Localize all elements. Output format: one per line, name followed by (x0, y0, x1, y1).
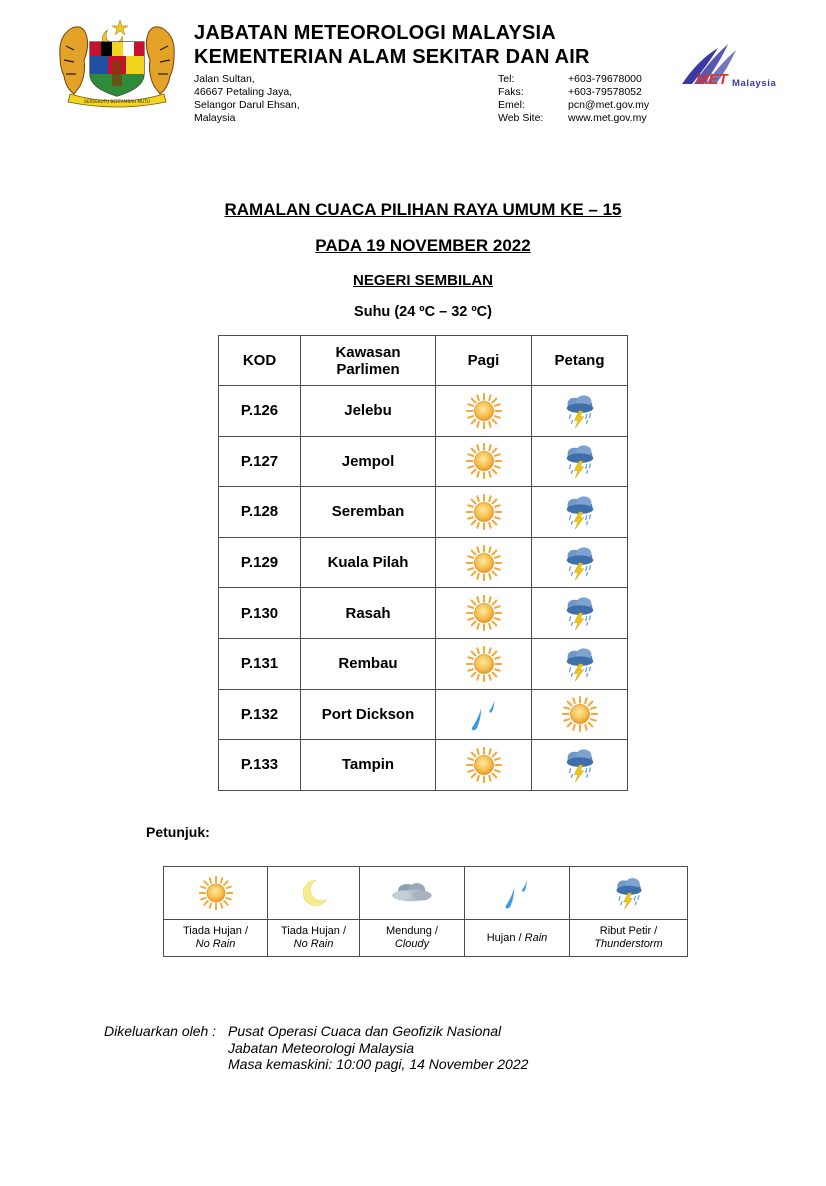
thunderstorm-icon (561, 392, 599, 430)
sun-icon (465, 493, 503, 531)
legend-label-ms: Tiada Hujan / (182, 925, 249, 937)
crest-motto-text: BERSEKUTU BERTAMBAH MUTU (84, 99, 150, 104)
thunderstorm-icon (561, 442, 599, 480)
issuing-office: Pusat Operasi Cuaca dan Geofizik Nasional (228, 1023, 502, 1039)
morning-forecast (436, 689, 532, 740)
state-name: NEGERI SEMBILAN (352, 272, 493, 289)
morning-forecast (436, 537, 532, 588)
thunderstorm-icon (561, 645, 599, 683)
evening-forecast (532, 689, 628, 740)
legend-label (570, 920, 688, 957)
legend-label-ms: Ribut Petir / (599, 925, 658, 937)
rain-icon (499, 875, 535, 911)
legend-title: Petunjuk: (146, 824, 210, 840)
table-row (219, 740, 628, 791)
legend-icon-cell (570, 867, 688, 920)
thunderstorm-icon (561, 544, 599, 582)
legend-icon-cell (465, 867, 570, 920)
moon-icon (296, 875, 332, 911)
evening-forecast (532, 487, 628, 538)
legend-label-ms: Mendung / (386, 925, 438, 937)
email-label: Emel: (498, 99, 525, 111)
evening-forecast (532, 740, 628, 791)
legend-icon-cell (360, 867, 465, 920)
update-time: Masa kemaskini: 10:00 pagi, 14 November 2022 (228, 1056, 529, 1072)
morning-forecast (436, 588, 532, 639)
header-pagi: Pagi (436, 336, 532, 386)
legend-table (163, 866, 688, 957)
legend-label-en: No Rain (293, 938, 334, 950)
issuing-department: Jabatan Meteorologi Malaysia (228, 1040, 414, 1056)
legend-label (465, 920, 570, 957)
header-petang: Petang (532, 336, 628, 386)
constituency-name: Rembau (301, 638, 436, 689)
evening-forecast (532, 588, 628, 639)
tel-value: +603-79678000 (568, 73, 642, 85)
constituency-code: P.129 (219, 537, 301, 588)
website-label: Web Site: (498, 112, 544, 124)
constituency-code: P.128 (219, 487, 301, 538)
table-row (219, 638, 628, 689)
sun-icon (465, 645, 503, 683)
evening-forecast (532, 436, 628, 487)
constituency-name: Kuala Pilah (301, 537, 436, 588)
constituency-name: Jempol (301, 436, 436, 487)
legend-icon-cell (268, 867, 360, 920)
sun-icon (465, 544, 503, 582)
national-crest-logo (56, 16, 178, 108)
table-row (219, 537, 628, 588)
legend-label (268, 920, 360, 957)
organization-name: JABATAN METEOROLOGI MALAYSIA (194, 22, 556, 44)
constituency-name: Seremban (301, 487, 436, 538)
table-row (219, 487, 628, 538)
table-row (219, 588, 628, 639)
legend-label-en: Thunderstorm (594, 938, 663, 950)
fax-value: +603-79578052 (568, 86, 642, 98)
sun-icon (465, 442, 503, 480)
sun-icon (561, 695, 599, 733)
constituency-name: Port Dickson (301, 689, 436, 740)
sun-icon (465, 392, 503, 430)
legend-label-en: No Rain (195, 938, 236, 950)
contact-values (568, 73, 649, 125)
sun-icon (465, 746, 503, 784)
evening-forecast (532, 537, 628, 588)
email-value: pcn@met.gov.my (568, 99, 650, 111)
constituency-code: P.133 (219, 740, 301, 791)
evening-forecast (532, 386, 628, 437)
constituency-code: P.126 (219, 386, 301, 437)
thunderstorm-icon (561, 493, 599, 531)
temperature-range: Suhu (24 ºC – 32 ºC) (354, 304, 492, 320)
ministry-name: KEMENTERIAN ALAM SEKITAR DAN AIR (194, 46, 590, 68)
legend-icon-cell (164, 867, 268, 920)
morning-forecast (436, 386, 532, 437)
table-row (219, 436, 628, 487)
legend-icon-row (164, 867, 688, 920)
morning-forecast (436, 487, 532, 538)
met-malaysia-logo (678, 40, 796, 92)
constituency-name: Jelebu (301, 386, 436, 437)
address-line: Jalan Sultan, (194, 73, 255, 85)
legend-label-en: Rain (524, 931, 548, 944)
sun-icon (465, 594, 503, 632)
contact-labels (498, 73, 543, 125)
cloud-icon (387, 879, 437, 907)
constituency-code: P.131 (219, 638, 301, 689)
forecast-date: PADA 19 NOVEMBER 2022 (315, 236, 531, 255)
thunderstorm-icon (561, 594, 599, 632)
legend-label-ms: Hujan / (486, 931, 525, 944)
website-value: www.met.gov.my (568, 112, 647, 124)
fax-label: Faks: (498, 86, 524, 98)
header-kod: KOD (219, 336, 301, 386)
table-row (219, 386, 628, 437)
header-kawasan-line2: Parlimen (336, 360, 400, 378)
tel-label: Tel: (498, 73, 515, 85)
legend-label-ms: Tiada Hujan / (280, 925, 347, 937)
forecast-title: RAMALAN CUACA PILIHAN RAYA UMUM KE – 15 (224, 200, 622, 219)
address-block (194, 73, 300, 125)
address-line: Malaysia (194, 112, 236, 124)
morning-forecast (436, 436, 532, 487)
rain-icon (465, 695, 503, 733)
evening-forecast (532, 638, 628, 689)
header-kawasan-line1: Kawasan (335, 343, 401, 361)
thunderstorm-icon (561, 746, 599, 784)
table-header-row (219, 336, 628, 386)
legend-label-row (164, 920, 688, 957)
issued-by-label: Dikeluarkan oleh : (104, 1023, 217, 1039)
legend-label (360, 920, 465, 957)
malaysia-logo-text: Malaysia (732, 78, 777, 89)
forecast-table (218, 335, 628, 791)
constituency-code: P.132 (219, 689, 301, 740)
constituency-code: P.130 (219, 588, 301, 639)
table-row (219, 689, 628, 740)
address-line: 46667 Petaling Jaya, (194, 86, 293, 98)
met-logo-text: MET (696, 71, 728, 88)
constituency-code: P.127 (219, 436, 301, 487)
legend-label (164, 920, 268, 957)
sun-icon (198, 875, 234, 911)
morning-forecast (436, 638, 532, 689)
constituency-name: Tampin (301, 740, 436, 791)
thunderstorm-icon (611, 875, 647, 911)
morning-forecast (436, 740, 532, 791)
address-line: Selangor Darul Ehsan, (194, 99, 300, 111)
header-kawasan (301, 336, 436, 386)
constituency-name: Rasah (301, 588, 436, 639)
legend-label-en: Cloudy (394, 938, 430, 950)
